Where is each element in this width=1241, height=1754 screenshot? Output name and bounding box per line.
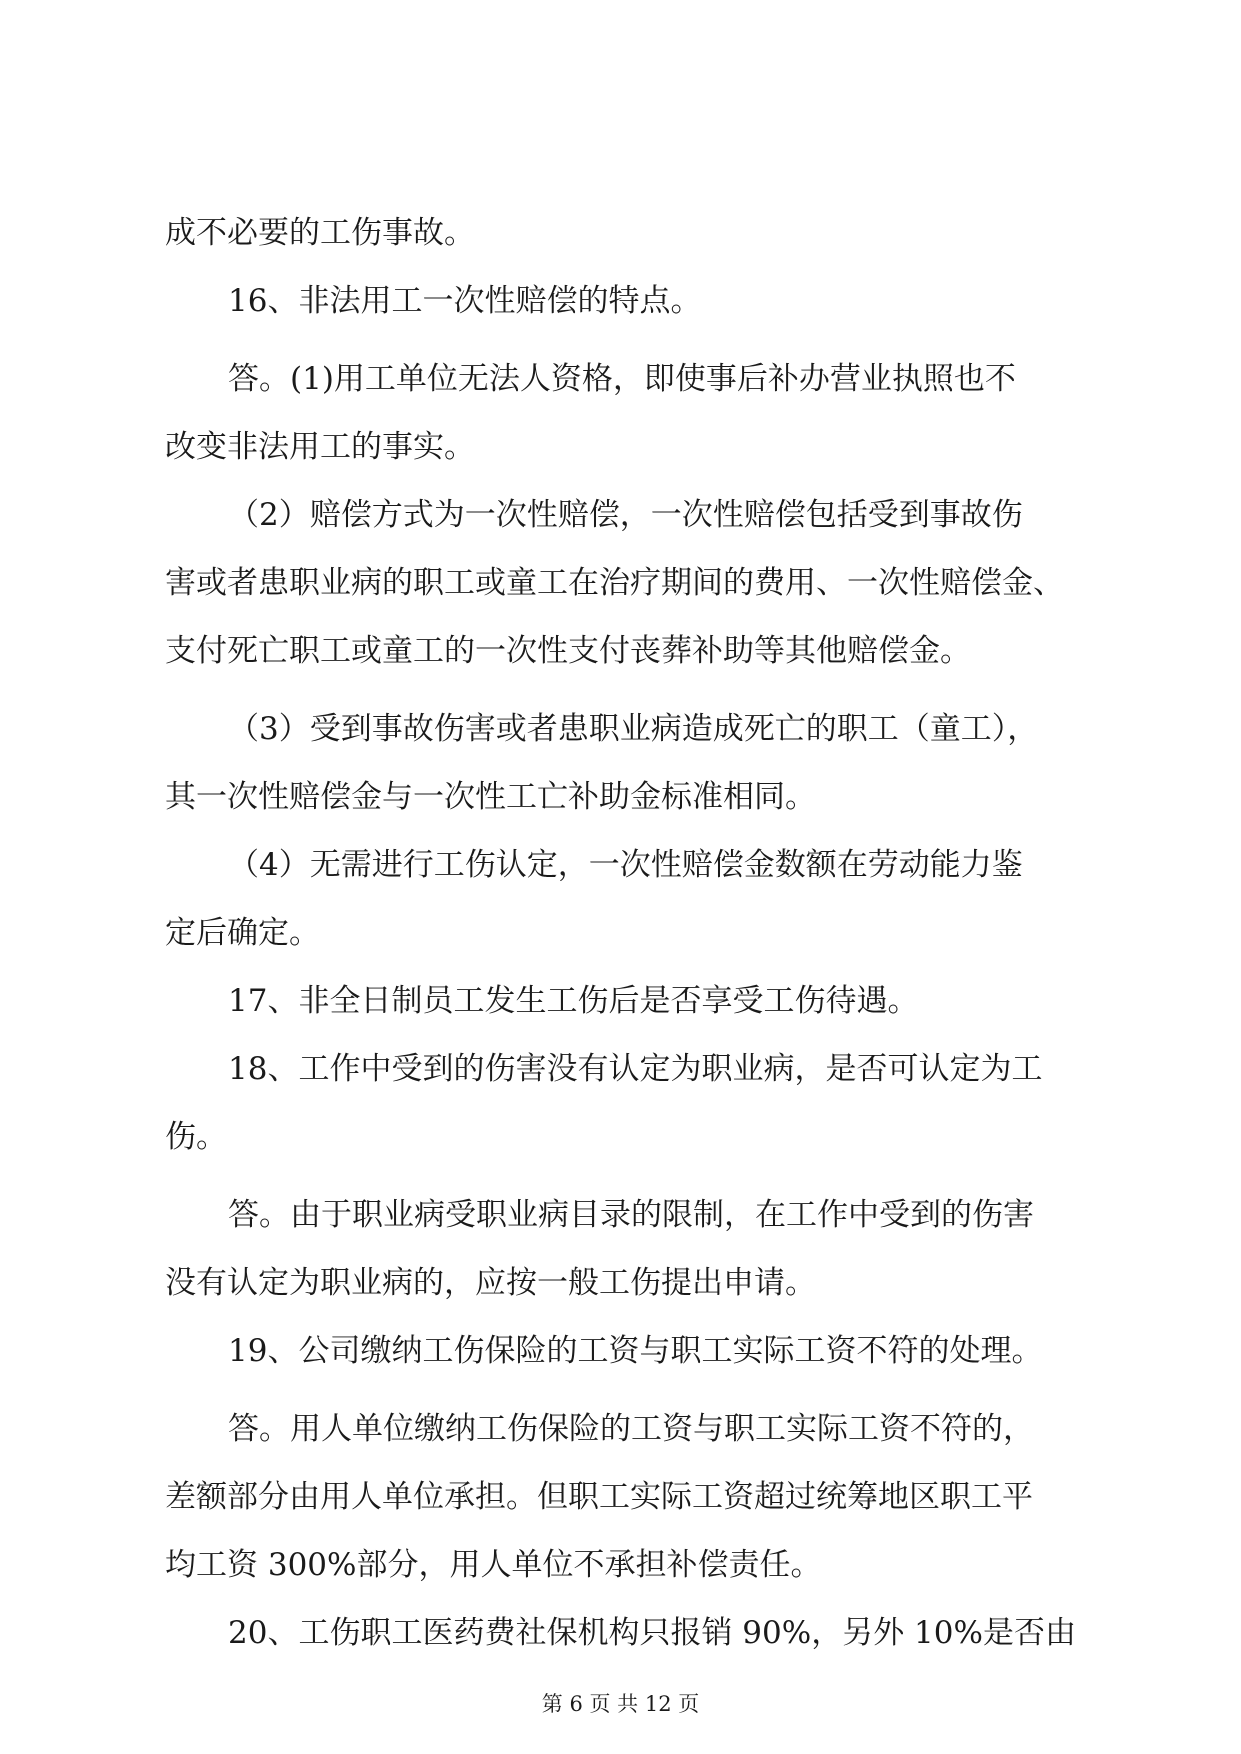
text-line: 伤。 — [165, 1119, 227, 1155]
text-line: 害或者患职业病的职工或童工在治疗期间的费用、一次性赔偿金、 — [165, 565, 1064, 601]
text-line: 其一次性赔偿金与一次性工亡补助金标准相同。 — [165, 779, 816, 815]
text-line: 改变非法用工的事实。 — [165, 429, 475, 465]
page-number-footer: 第 6 页 共 12 页 — [541, 1692, 700, 1716]
text-line: 答。(1)用工单位无法人资格，即使事后补办营业执照也不 — [228, 361, 1016, 397]
text-line: 18、工作中受到的伤害没有认定为职业病，是否可认定为工 — [228, 1051, 1043, 1087]
text-line: 均工资 300%部分，用人单位不承担补偿责任。 — [165, 1547, 822, 1583]
text-line: （4）无需进行工伤认定，一次性赔偿金数额在劳动能力鉴 — [228, 847, 1023, 883]
text-line: 没有认定为职业病的，应按一般工伤提出申请。 — [165, 1265, 816, 1301]
text-line: （2）赔偿方式为一次性赔偿，一次性赔偿包括受到事故伤 — [228, 497, 1023, 533]
text-line: 答。用人单位缴纳工伤保险的工资与职工实际工资不符的， — [228, 1411, 1034, 1447]
text-line: 17、非全日制员工发生工伤后是否享受工伤待遇。 — [228, 983, 919, 1019]
text-line: 定后确定。 — [165, 915, 320, 951]
text-line: 16、非法用工一次性赔偿的特点。 — [228, 283, 702, 319]
text-line: 19、公司缴纳工伤保险的工资与职工实际工资不符的处理。 — [228, 1333, 1043, 1369]
text-line: 答。由于职业病受职业病目录的限制，在工作中受到的伤害 — [228, 1197, 1034, 1233]
text-line: 成不必要的工伤事故。 — [165, 215, 475, 251]
text-line: （3）受到事故伤害或者患职业病造成死亡的职工（童工）， — [228, 711, 1039, 747]
text-line: 差额部分由用人单位承担。但职工实际工资超过统筹地区职工平 — [165, 1479, 1033, 1515]
text-line: 支付死亡职工或童工的一次性支付丧葬补助等其他赔偿金。 — [165, 633, 971, 669]
text-line: 20、工伤职工医药费社保机构只报销 90%，另外 10%是否由 — [228, 1615, 1076, 1651]
